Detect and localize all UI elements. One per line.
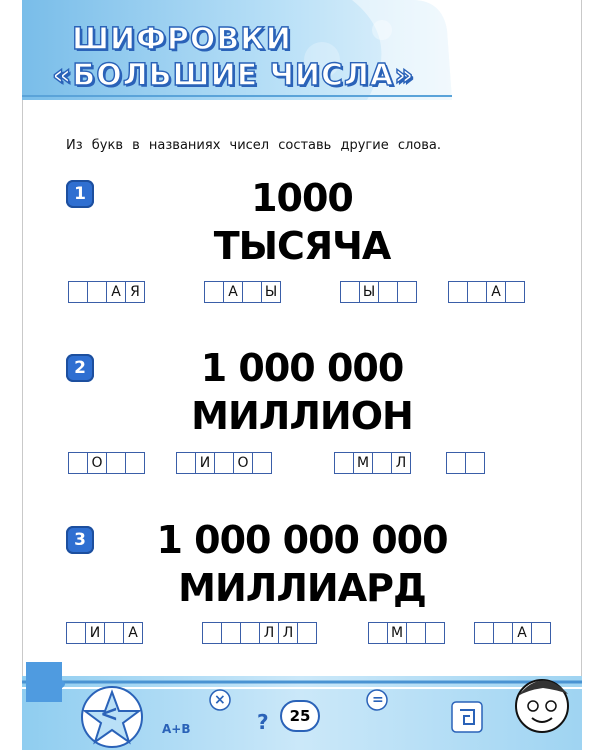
answer-cell[interactable]: Ы [359,281,379,303]
task-badge: 1 [66,180,94,208]
answer-cell[interactable] [334,452,354,474]
answer-cell[interactable]: А [512,622,532,644]
answer-cell[interactable]: И [85,622,105,644]
task-word: МИЛЛИОН [191,394,413,438]
answer-cell[interactable] [448,281,468,303]
answer-cell[interactable] [240,622,260,644]
answer-cell[interactable] [252,452,272,474]
page-title-line2: «БОЛЬШИЕ ЧИСЛА» [52,58,415,93]
answer-group [68,452,145,474]
page-number: 25 [280,700,320,732]
answer-group [334,452,411,474]
page-title-line1: ШИФРОВКИ [72,22,292,57]
answer-cell[interactable]: М [353,452,373,474]
task-3 [22,512,582,652]
answer-cell[interactable] [446,452,466,474]
answer-cell[interactable] [214,452,234,474]
answer-cell[interactable] [66,622,86,644]
task-number: 1 000 000 000 [156,518,448,562]
answer-group [204,281,281,303]
answer-cell[interactable]: Ы [261,281,281,303]
instruction-text: Из букв в названиях чисел составь другие слова. [66,138,441,153]
answer-cell[interactable]: М [387,622,407,644]
answer-cell[interactable] [505,281,525,303]
task-number: 1 000 000 [200,346,404,390]
answer-cell[interactable] [106,452,126,474]
answer-group [202,622,317,644]
answer-cell[interactable] [176,452,196,474]
answer-cell[interactable] [297,622,317,644]
answer-cell[interactable] [406,622,426,644]
answer-cell[interactable] [104,622,124,644]
answer-cell[interactable] [465,452,485,474]
answer-cell[interactable] [425,622,445,644]
answer-cell[interactable] [493,622,513,644]
answer-group [446,452,485,474]
answer-cell[interactable] [474,622,494,644]
answer-cell[interactable] [242,281,262,303]
answer-group [68,281,145,303]
answer-cell[interactable]: А [123,622,143,644]
answer-cell[interactable]: Л [259,622,279,644]
answer-cell[interactable] [378,281,398,303]
kid-character-icon [516,680,568,732]
answer-cell[interactable] [204,281,224,303]
answer-cell[interactable] [221,622,241,644]
answer-cell[interactable] [372,452,392,474]
answer-cell[interactable] [397,281,417,303]
answer-group [176,452,272,474]
task-word: ТЫСЯЧА [213,224,391,268]
answer-group [448,281,525,303]
answer-cell[interactable] [125,452,145,474]
answer-cell[interactable]: А [106,281,126,303]
answer-cell[interactable] [68,281,88,303]
task-word: МИЛЛИАРД [178,566,426,610]
equals-symbol: = [372,692,384,708]
multiply-symbol: × [214,692,226,708]
task-1 [22,172,582,312]
answer-cell[interactable]: А [223,281,243,303]
answer-group [368,622,445,644]
answer-cell[interactable]: О [87,452,107,474]
header-banner [22,0,582,100]
answer-cell[interactable] [467,281,487,303]
task-badge: 2 [66,354,94,382]
answer-cell[interactable]: Л [391,452,411,474]
answer-group [66,622,143,644]
answer-cell[interactable] [87,281,107,303]
answer-cell[interactable]: Я [125,281,145,303]
task-badge: 3 [66,526,94,554]
answer-cell[interactable] [340,281,360,303]
task-2 [22,340,582,480]
answer-cell[interactable]: Л [278,622,298,644]
less-than-symbol: < [100,702,119,727]
answer-cell[interactable] [68,452,88,474]
answer-cell[interactable]: И [195,452,215,474]
answer-group [474,622,551,644]
answer-group [340,281,417,303]
answer-cell[interactable] [531,622,551,644]
answer-cell[interactable] [202,622,222,644]
task-number: 1000 [251,176,353,220]
answer-cell[interactable]: О [233,452,253,474]
answer-cell[interactable] [368,622,388,644]
ab-label: A+B [162,722,191,736]
answer-cell[interactable]: А [486,281,506,303]
question-symbol: ? [257,710,269,734]
